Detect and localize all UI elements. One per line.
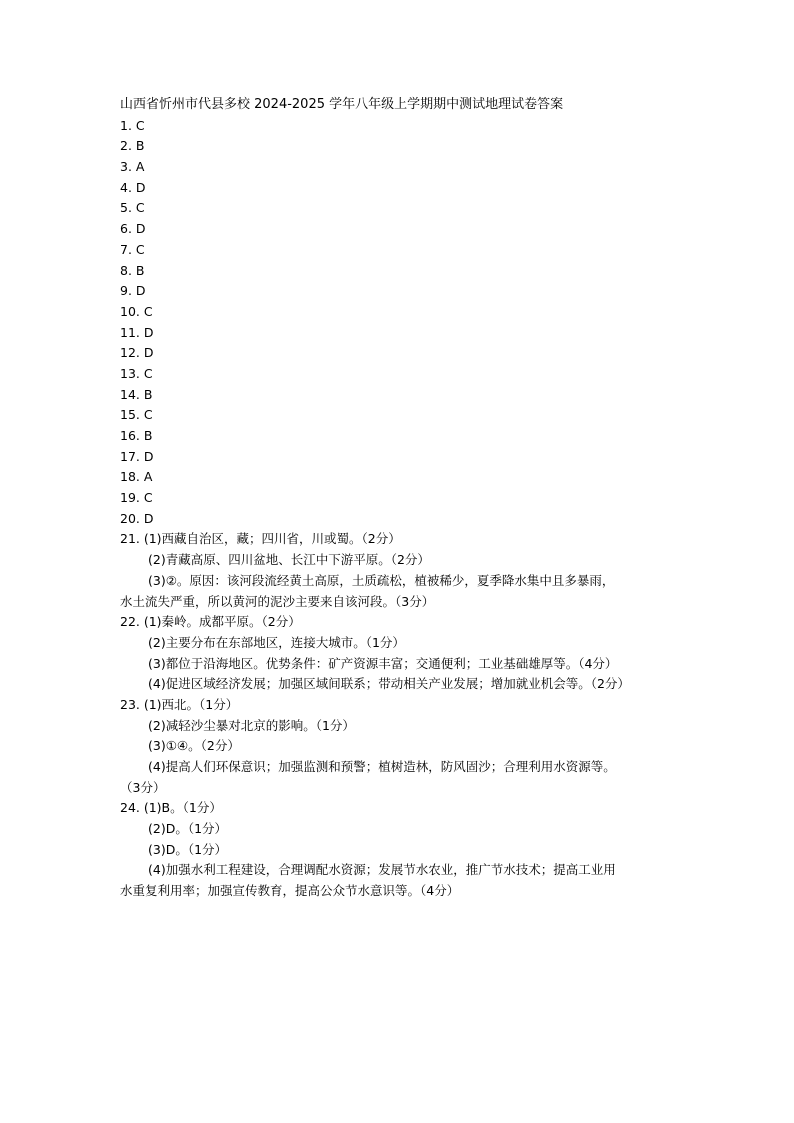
question-24 — [120, 798, 694, 901]
answer-4: 4. D — [120, 179, 146, 195]
answer-16: 16. B — [120, 428, 153, 443]
answer-3: 3. A — [120, 159, 145, 175]
q23-part4: (4)提高人们环保意识；加强监测和预警；植树造林，防风固沙；合理利用水资源等。 — [148, 759, 616, 774]
answer-10: 10. C — [120, 303, 153, 319]
q23-part3: (3)①④。（2分） — [148, 738, 240, 754]
answer-2: 2. B — [120, 138, 145, 154]
q22-part2: (2)主要分布在东部地区，连接大城市。（1分） — [148, 634, 405, 650]
answer-14: 14. B — [120, 386, 153, 402]
answer-11: 11. D — [120, 324, 154, 340]
answer-6: 6. D — [120, 221, 146, 237]
q21-part1: 21. (1)西藏自治区，藏；四川省，川或蜀。（2分） — [120, 531, 401, 547]
q24-part1: 24. (1)B。（1分） — [120, 800, 222, 816]
q21-part2: (2)青藏高原、四川盆地、长江中下游平原。（2分） — [148, 552, 430, 568]
document-title: 山西省忻州市代县多校 2024-2025 学年八年级上学期期中测试地理试卷答案 — [120, 97, 564, 112]
answer-9: 9. D — [120, 283, 146, 299]
answer-19: 19. C — [120, 490, 153, 506]
q23-part1: 23. (1)西北。（1分） — [120, 696, 239, 712]
q21-part3: (3)②。原因：该河段流经黄土高原，土质疏松，植被稀少，夏季降水集中且多暴雨， — [148, 572, 615, 588]
q21-part3-continued: 水土流失严重，所以黄河的泥沙主要来自该河段。（3分） — [120, 593, 435, 609]
question-23 — [120, 695, 694, 798]
answer-18: 18. A — [120, 469, 153, 485]
answer-5: 5. C — [120, 200, 145, 216]
question-22 — [120, 612, 694, 695]
q24-part4: (4)加强水利工程建设，合理调配水资源；发展节水农业，推广节水技术；提高工业用 — [148, 862, 616, 878]
answer-13: 13. C — [120, 365, 153, 381]
multiple-choice-answers — [120, 116, 694, 530]
q24-part2: (2)D。（1分） — [148, 821, 228, 837]
q22-part4: (4)促进区域经济发展；加强区域间联系；带动相关产业发展；增加就业机会等。（2分） — [148, 676, 630, 692]
answer-7: 7. C — [120, 241, 145, 257]
q23-part2: (2)减轻沙尘暴对北京的影响。（1分） — [148, 717, 355, 733]
q24-part4-continued: 水重复利用率；加强宣传教育，提高公众节水意识等。（4分） — [120, 883, 460, 899]
answer-12: 12. D — [120, 345, 154, 361]
answer-17: 17. D — [120, 448, 154, 464]
q22-part1: 22. (1)秦岭。成都平原。（2分） — [120, 614, 301, 630]
q22-part3: (3)都位于沿海地区。优势条件：矿产资源丰富；交通便利；工业基础雄厚等。（4分） — [148, 655, 618, 671]
q23-part4-continued: （3分） — [120, 779, 166, 795]
answer-1: 1. C — [120, 117, 145, 133]
answer-15: 15. C — [120, 407, 153, 423]
answer-8: 8. B — [120, 262, 145, 278]
q24-part3: (3)D。（1分） — [148, 841, 228, 857]
question-21 — [120, 529, 694, 612]
answer-20: 20. D — [120, 510, 154, 526]
